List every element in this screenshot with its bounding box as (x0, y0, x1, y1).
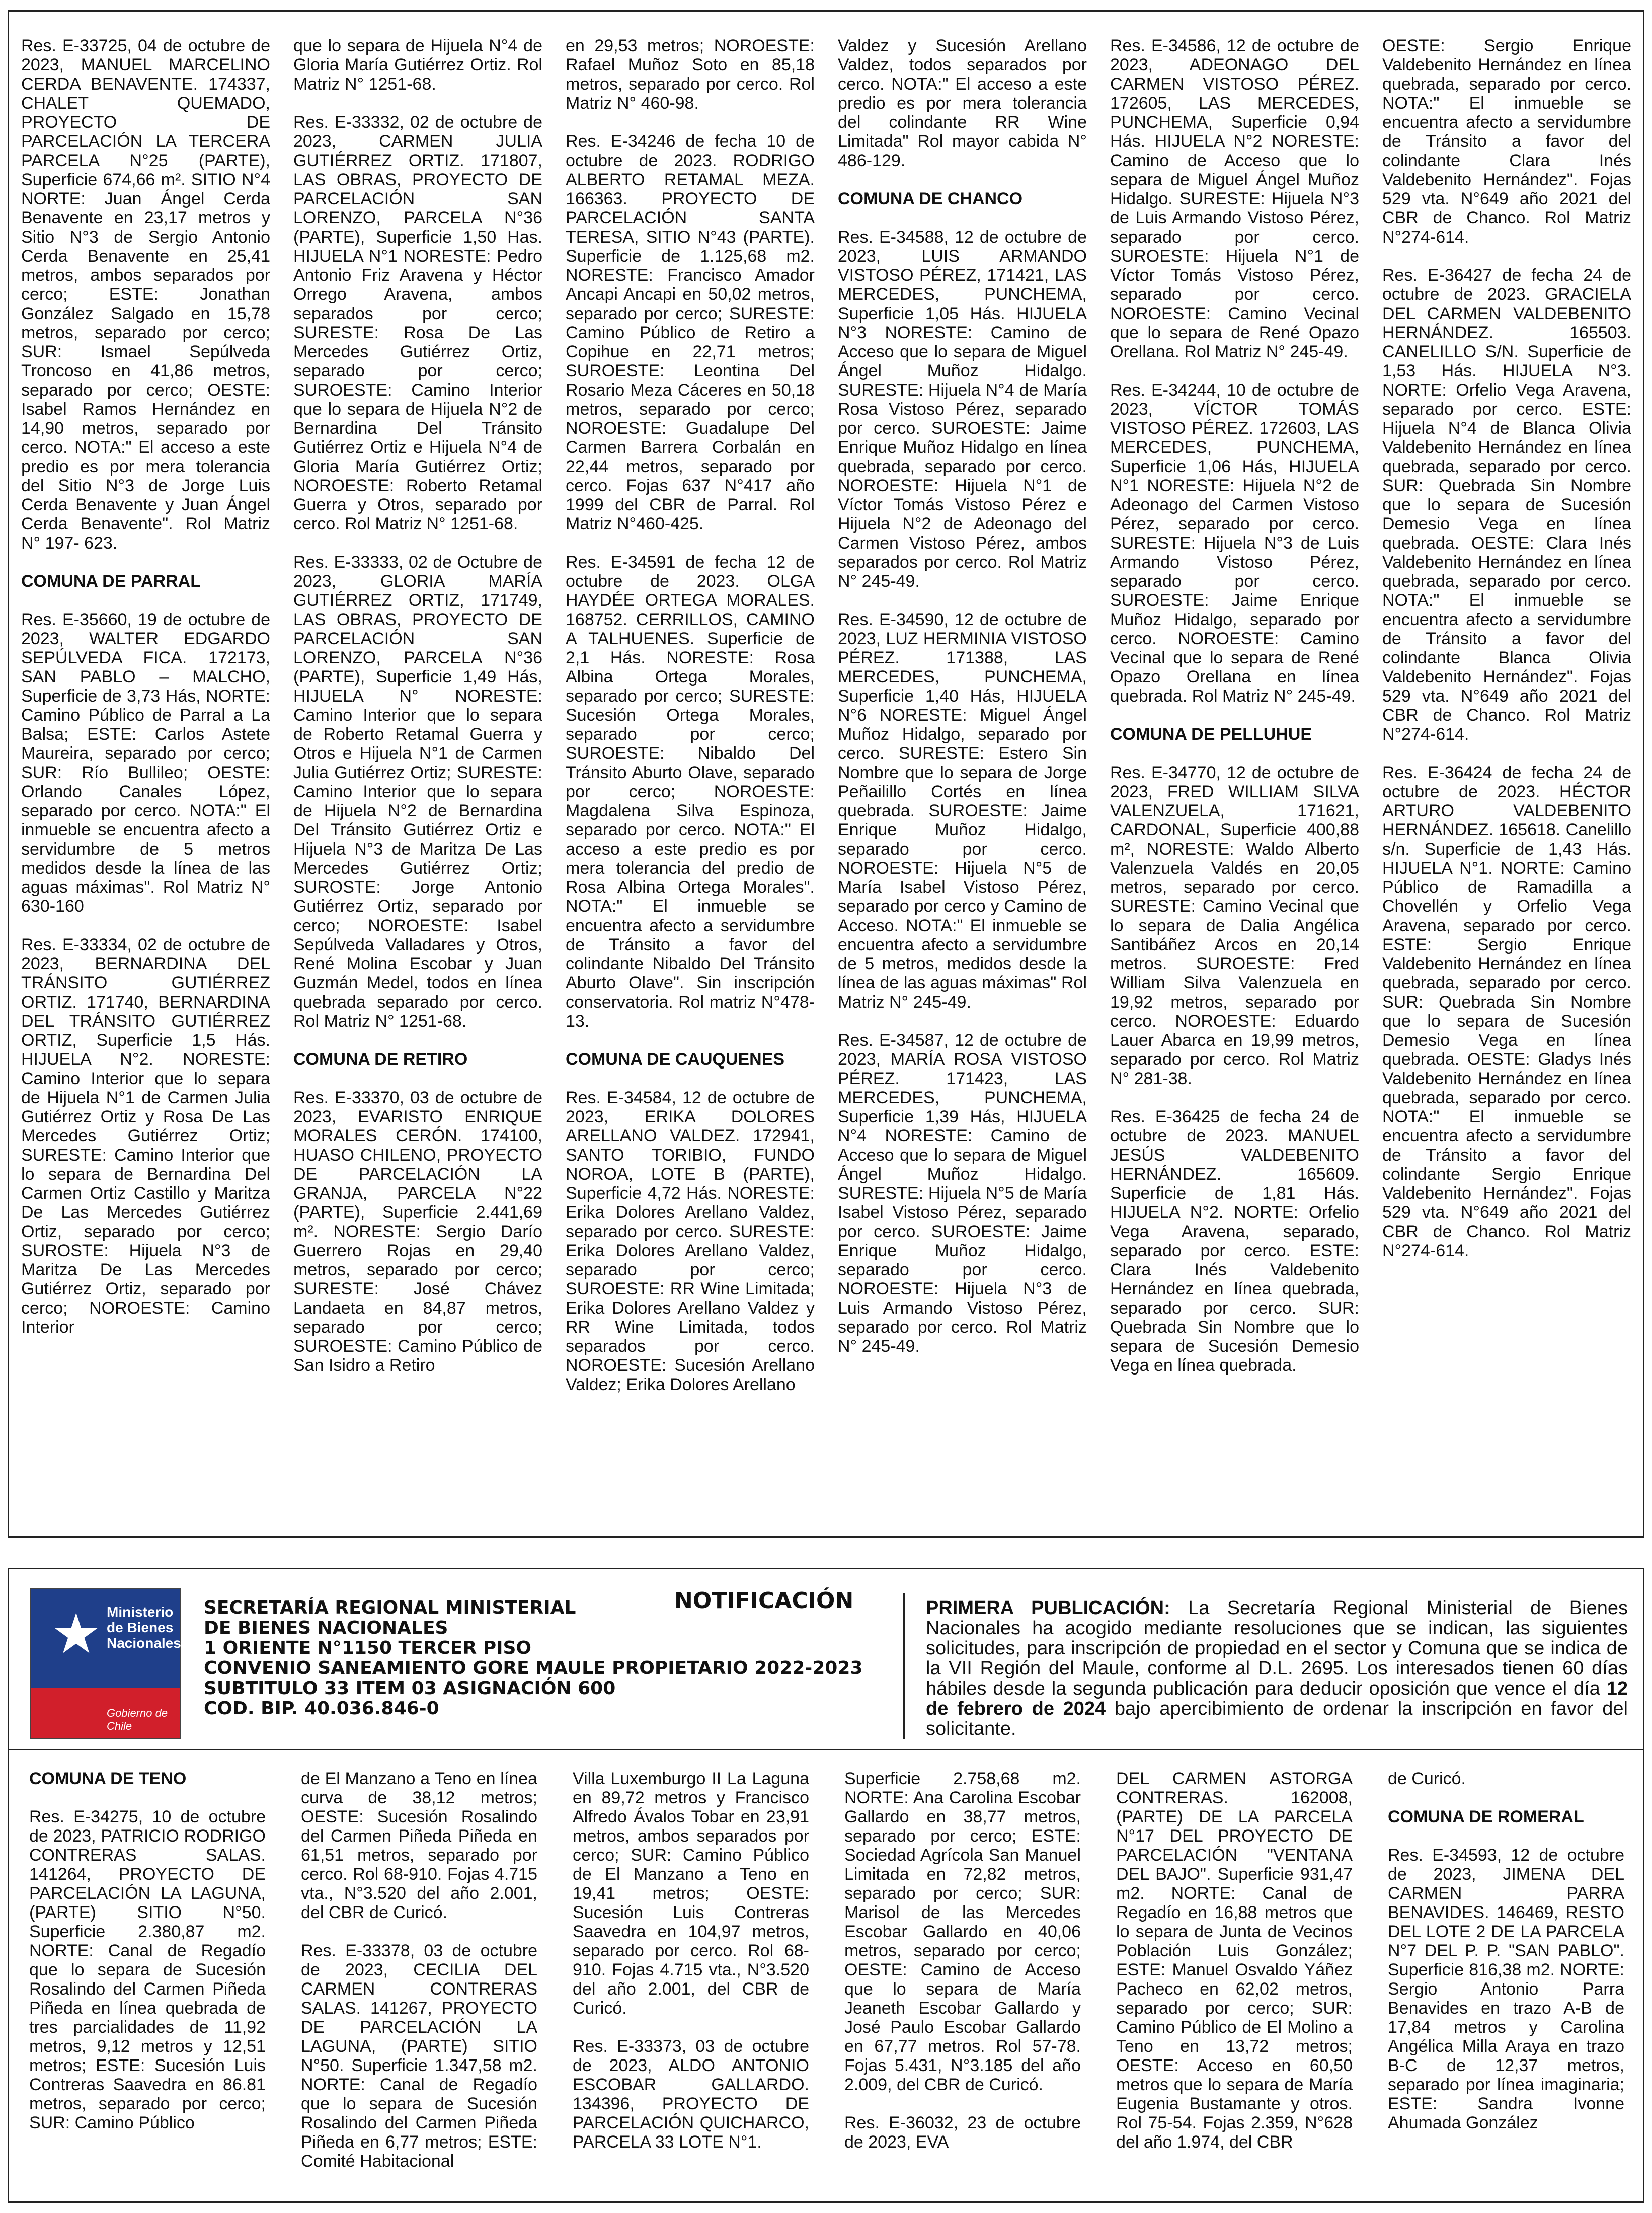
publication-deadline: 12 de febrero de 2024 (926, 1678, 1628, 1719)
office-line: CONVENIO SANEAMIENTO GORE MAULE PROPIETARIO 2022-2023 (204, 1658, 863, 1678)
star-icon: ★ (51, 1603, 101, 1665)
lower-column (301, 1769, 537, 2194)
lower-column (573, 1769, 809, 2194)
resolution-entry: en 29,53 metros; NOROESTE: Rafael Muñoz Soto en 85,18 metros, separado por cerco. Rol Matriz N° 460-98. (566, 36, 815, 113)
resolution-entry: Valdez y Sucesión Arellano Valdez, todos separados por cerco. NOTA:" El acceso a este predio es por mera tolerancia del colindante RR Wine Limitada" Rol mayor cabida N° 486-129. (838, 36, 1087, 170)
resolution-entry: Res. E-33334, 02 de octubre de 2023, BERNARDINA DEL TRÁNSITO GUTIÉRREZ ORTIZ. 171740, BERNARDINA DEL TRÁNSITO GUTIÉRREZ ORTIZ, Superficie 1,5 Hás. HIJUELA N°2. NORESTE: Camino Interior que lo separa de Hijuela N°1 de Carmen Julia Gutiérrez Ortiz y Rosa De Las Mercedes Gutiérrez Ortiz; SURESTE: Camino Interior que lo separa de Bernardina Del Carmen Ortiz Castillo y Maritza De Las Mercedes Gutiérrez Ortiz, separado por cerco; SUROSTE: Hijuela N°3 de Maritza De Las Mercedes Gutiérrez Ortiz, separado por cerco; NOROESTE: Camino Interior (21, 935, 270, 1337)
ministry-logo (30, 1588, 181, 1739)
notice-title: NOTIFICACIÓN (674, 1588, 854, 1614)
resolution-entry: Res. E-36425 de fecha 24 de octubre de 2023. MANUEL JESÚS VALDEBENITO HERNÁNDEZ. 165609. Superficie de 1,81 Hás. HIJUELA N°2. NORTE: Orfelio Vega Aravena, separado, separado por cerco. ESTE: Clara Inés Valdebenito Hernández en línea quebrada, separado por cerco. SUR: Quebrada Sin Nombre que lo separa de Sucesión Demesio Vega en línea quebrada. (1110, 1107, 1359, 1375)
upper-column (1110, 36, 1359, 1526)
resolution-entry: Res. E-36032, 23 de octubre de 2023, EVA (844, 2113, 1081, 2152)
resolution-entry: OESTE: Sergio Enrique Valdebenito Hernández en línea quebrada, separado por cerco. NOTA:" El inmueble se encuentra afecto a servidumbre de Tránsito a favor del colindante Clara Inés Valdebenito Hernández". Fojas 529 vta. N°649 año 2021 del CBR de Chanco. Rol Matriz N°274-614. (1382, 36, 1631, 247)
header-rule (8, 1749, 1644, 1750)
upper-column (21, 36, 270, 1526)
publication-body-1: La Secretaría Regional Ministerial de Bienes Nacionales ha acogido mediante resoluciones que se indican, las siguientes solicitudes, para inscripción de propiedad en el sector y Comuna que se indica de la VII Región del Maule, conforme al D.L. 2695. Los interesados tienen 60 días hábiles desde la segunda publicación para deducir oposición que vence el día (926, 1597, 1628, 1699)
commune-heading: COMUNA DE PELLUHUE (1110, 725, 1312, 744)
upper-column (566, 36, 815, 1526)
logo-government-text: Gobierno de Chile (107, 1707, 168, 1732)
commune-heading: COMUNA DE ROMERAL (1388, 1807, 1584, 1826)
resolution-entry: de Curicó. (1388, 1769, 1466, 1788)
commune-heading: COMUNA DE CAUQUENES (566, 1050, 785, 1069)
upper-column (293, 36, 542, 1526)
upper-column (1382, 36, 1631, 1526)
lower-column (1116, 1769, 1353, 2194)
resolution-entry: Res. E-34587, 12 de octubre de 2023, MARÍA ROSA VISTOSO PÉREZ. 171423, LAS MERCEDES, PUNCHEMA, Superficie 1,39 Hás, HIJUELA N°4 NORESTE: Camino de Acceso que lo separa de Miguel Ángel Muñoz Hidalgo. SURESTE: Hijuela N°5 de María Isabel Vistoso Pérez, separado por cerco. SUROESTE: Jaime Enrique Muñoz Hidalgo, separado por cerco. NOROESTE: Hijuela N°3 de Luis Armando Vistoso Pérez, separado por cerco. Rol Matriz N° 245-49. (838, 1031, 1087, 1356)
publication-body-2: bajo apercibimiento de ordenar la inscripción en favor del solicitante. (926, 1698, 1628, 1739)
resolution-entry: que lo separa de Hijuela N°4 de Gloria María Gutiérrez Ortiz. Rol Matriz N° 1251-68. (293, 36, 542, 94)
office-line: 1 ORIENTE N°1150 TERCER PISO (204, 1638, 532, 1658)
commune-heading: COMUNA DE CHANCO (838, 189, 1023, 208)
resolution-entry: Superficie 2.758,68 m2. NORTE: Ana Carolina Escobar Gallardo en 38,77 metros, separado por cerco; ESTE: Sociedad Agrícola San Manuel Limitada en 72,82 metros, separado por cerco; SUR: Marisol de las Mercedes Escobar Gallardo en 40,06 metros, separado por cerco; OESTE: Camino de Acceso que lo separa de María Jeaneth Escobar Gallardo y José Paulo Escobar Gallardo en 67,77 metros. Rol 57-78. Fojas 5.431, N°3.185 del año 2.009, del CBR de Curicó. (844, 1769, 1081, 2094)
office-line: SUBTITULO 33 ITEM 03 ASIGNACIÓN 600 (204, 1678, 616, 1699)
resolution-entry: DEL CARMEN ASTORGA CONTRERAS. 162008, (PARTE) DE LA PARCELA N°17 DEL PROYECTO DE PARCELACIÓN "VENTANA DEL BAJO". Superficie 931,47 m2. NORTE: Canal de Regadío en 16,88 metros que lo separa de Junta de Vecinos Población Luis González; ESTE: Manuel Osvaldo Yáñez Pacheco en 62,02 metros, separado por cerco; SUR: Camino Público de El Molino a Teno en 13,72 metros; OESTE: Acceso en 60,50 metros que lo separa de María Eugenia Bustamante y otros. Rol 75-54. Fojas 2.359, N°628 del año 1.974, del CBR (1116, 1769, 1353, 2152)
lower-column (844, 1769, 1081, 2194)
lower-column (29, 1769, 266, 2194)
resolution-entry: de El Manzano a Teno en línea curva de 38,12 metros; OESTE: Sucesión Rosalindo del Carmen Piñeda Piñeda en 61,51 metros, separado por cerco. Rol 68-910. Fojas 4.715 vta., N°3.520 del año 2.001, del CBR de Curicó. (301, 1769, 537, 1922)
commune-heading: COMUNA DE RETIRO (293, 1050, 468, 1069)
office-line: SECRETARÍA REGIONAL MINISTERIAL (204, 1597, 576, 1618)
resolution-entry: Res. E-34590, 12 de octubre de 2023, LUZ HERMINIA VISTOSO PÉREZ. 171388, LAS MERCEDES, PUNCHEMA, Superficie 1,40 Hás, HIJUELA N°6 NORESTE: Miguel Ángel Muñoz Hidalgo, separado por cerco. SURESTE: Estero Sin Nombre que lo separa de Jorge Peñailillo Cortés en línea quebrada. SUROESTE: Jaime Enrique Muñoz Hidalgo, separado por cerco. NOROESTE: Hijuela N°5 de María Isabel Vistoso Pérez, separado por cerco y Camino de Acceso. NOTA:" El inmueble se encuentra afecto a servidumbre de 5 metros, medidos desde la línea de las aguas máximas" Rol Matriz N° 245-49. (838, 610, 1087, 1012)
resolution-entry: Res. E-33373, 03 de octubre de 2023, ALDO ANTONIO ESCOBAR GALLARDO. 134396, PROYECTO DE PARCELACIÓN QUICHARCO, PARCELA 33 LOTE N°1. (573, 2037, 809, 2152)
resolution-entry: Res. E-35660, 19 de octubre de 2023, WALTER EDGARDO SEPÚLVEDA FICA. 172173, SAN PABLO – MALCHO, Superficie de 3,73 Hás, NORTE: Camino Público de Parral a La Balsa; ESTE: Carlos Astete Maureira, separado por cerco; SUR: Río Bullileo; OESTE: Orlando Canales López, separado por cerco. NOTA:" El inmueble se encuentra afecto a servidumbre de 5 metros medidos desde la línea de las aguas máximas". Rol Matriz N° 630-160 (21, 610, 270, 916)
resolution-entry: Res. E-36424 de fecha 24 de octubre de 2023. HÉCTOR ARTURO VALDEBENITO HERNÁNDEZ. 165618. Canelillo s/n. Superficie de 1,43 Hás. HIJUELA N°1. NORTE: Camino Público de Ramadilla a Chovellén y Orfelio Vega Aravena, separado por cerco. ESTE: Sergio Enrique Valdebenito Hernández en línea quebrada, separado por cerco. SUR: Quebrada Sin Nombre que lo separa de Sucesión Demesio Vega en línea quebrada. OESTE: Gladys Inés Valdebenito Hernández en línea quebrada, separado por cerco. NOTA:" El inmueble se encuentra afecto a servidumbre de Tránsito a favor del colindante Sergio Enrique Valdebenito Hernández". Fojas 529 vta. N°649 año 2021 del CBR de Chanco. Rol Matriz N°274-614. (1382, 763, 1631, 1260)
office-line: COD. BIP. 40.036.846-0 (204, 1698, 439, 1719)
logo-ministry-text: Ministerio de Bienes Nacionales (107, 1604, 181, 1651)
resolution-entry: Res. E-34584, 12 de octubre de 2023, ERIKA DOLORES ARELLANO VALDEZ. 172941, SANTO TORIBIO, FUNDO NOROA, LOTE B (PARTE), Superficie 4,72 Hás. NORESTE: Erika Dolores Arellano Valdez, separado por cerco. SURESTE: Erika Dolores Arellano Valdez, separado por cerco; SUROESTE: RR Wine Limitada; Erika Dolores Arellano Valdez y RR Wine Limitada, todos separados por cerco. NOROESTE: Sucesión Arellano Valdez; Erika Dolores Arellano (566, 1088, 815, 1394)
resolution-entry: Res. E-33725, 04 de octubre de 2023, MANUEL MARCELINO CERDA BENAVENTE. 174337, CHALET QUEMADO, PROYECTO DE PARCELACIÓN LA TERCERA PARCELA N°25 (PARTE), Superficie 674,66 m². SITIO N°4 NORTE: Juan Ángel Cerda Benavente en 23,17 metros y Sitio N°3 de Sergio Antonio Cerda Benavente en 25,41 metros, ambos separados por cerco; ESTE: Jonathan González Salgado en 15,78 metros, separado por cerco; SUR: Ismael Sepúlveda Troncoso en 41,86 metros, separado por cerco; OESTE: Isabel Ramos Hernández en 14,90 metros, separado por cerco. NOTA:" El acceso a este predio es por mera tolerancia del Sitio N°3 de Jorge Luis Cerda Benavente y Juan Ángel Cerda Benavente". Rol Matriz N° 197- 623. (21, 36, 270, 553)
resolution-entry: Res. E-33333, 02 de Octubre de 2023, GLORIA MARÍA GUTIÉRREZ ORTIZ, 171749, LAS OBRAS, PROYECTO DE PARCELACIÓN SAN LORENZO, PARCELA N°36 (PARTE), Superficie 1,49 Hás, HIJUELA N° NORESTE: Camino Interior que lo separa de Roberto Retamal Guerra y Otros e Hijuela N°1 de Carmen Julia Gutiérrez Ortiz; SURESTE: Camino Interior que lo separa de Hijuela N°2 de Bernardina Del Tránsito Gutiérrez Ortiz e Hijuela N°3 de Maritza De Las Mercedes Gutiérrez Ortiz; SUROSTE: Jorge Antonio Gutiérrez Ortiz, separado por cerco; NOROESTE: Isabel Sepúlveda Valladares y Otros, René Molina Escobar y Juan Guzmán Medel, todos en línea quebrada separado por cerco. Rol Matriz N° 1251-68. (293, 553, 542, 1031)
office-line: DE BIENES NACIONALES (204, 1618, 448, 1638)
resolution-entry: Res. E-34593, 12 de octubre de 2023, JIMENA DEL CARMEN PARRA BENAVIDES. 146469, RESTO DEL LOTE 2 DE LA PARCELA N°7 DEL P. P. "SAN PABLO". Superficie 816,38 m2. NORTE: Sergio Antonio Parra Benavides en trazo A-B de 17,84 metros y Carolina Angélica Milla Araya en trazo B-C de 12,37 metros, separado por línea imaginaria; ESTE: Sandra Ivonne Ahumada González (1388, 1846, 1624, 2132)
publication-text (926, 1598, 1628, 1739)
header-divider (903, 1593, 905, 1739)
resolution-entry: Res. E-34246 de fecha 10 de octubre de 2023. RODRIGO ALBERTO RETAMAL MEZA. 166363. PROYECTO DE PARCELACIÓN SANTA TERESA, SITIO N°43 (PARTE). Superficie de 1.125,68 m2. NORESTE: Francisco Amador Ancapi Ancapi en 50,02 metros, separado por cerco; SURESTE: Camino Público de Retiro a Copihue en 22,71 metros; SUROESTE: Leontina Del Rosario Meza Cáceres en 50,18 metros, separado por cerco; NOROESTE: Guadalupe Del Carmen Barrera Corbalán en 22,44 metros, separado por cerco. Fojas 637 N°417 año 1999 del CBR de Parral. Rol Matriz N°460-425. (566, 132, 815, 533)
resolution-entry: Res. E-33370, 03 de octubre de 2023, EVARISTO ENRIQUE MORALES CERÓN. 174100, HUASO CHILENO, PROYECTO DE PARCELACIÓN LA GRANJA, PARCELA N°22 (PARTE), Superficie 2.441,69 m². NORESTE: Sergio Darío Guerrero Rojas en 29,40 metros, separado por cerco; SURESTE: José Chávez Landaeta en 84,87 metros, separado por cerco; SUROESTE: Camino Público de San Isidro a Retiro (293, 1088, 542, 1375)
resolution-entry: Res. E-34588, 12 de octubre de 2023, LUIS ARMANDO VISTOSO PÉREZ, 171421, LAS MERCEDES, PUNCHEMA, Superficie 1,05 Hás. HIJUELA N°3 NORESTE: Camino de Acceso que lo separa de Miguel Ángel Muñoz Hidalgo. SURESTE: Hijuela N°4 de María Rosa Vistoso Pérez, separado por cerco. SUROESTE: Jaime Enrique Muñoz Hidalgo en línea quebrada, separado por cerco. NOROESTE: Hijuela N°1 de Víctor Tomás Vistoso Pérez e Hijuela N°2 de Adeonago del Carmen Vistoso Pérez, ambos separados por cerco. Rol Matriz N° 245-49. (838, 227, 1087, 591)
resolution-entry: Res. E-36427 de fecha 24 de octubre de 2023. GRACIELA DEL CARMEN VALDEBENITO HERNÁNDEZ. 165503. CANELILLO S/N. Superficie de 1,53 Hás. HIJUELA N°3. NORTE: Orfelio Vega Aravena, separado por cerco. ESTE: Hijuela N°4 de Blanca Olivia Valdebenito Hernández en línea quebrada, separado por cerco. SUR: Quebrada Sin Nombre que lo separa de Sucesión Demesio Vega en línea quebrada. OESTE: Clara Inés Valdebenito Hernández en línea quebrada, separado por cerco. NOTA:" El inmueble se encuentra afecto a servidumbre de Tránsito a favor del colindante Blanca Olivia Valdebenito Hernández". Fojas 529 vta. N°649 año 2021 del CBR de Chanco. Rol Matriz N°274-614. (1382, 266, 1631, 744)
commune-heading: COMUNA DE PARRAL (21, 572, 201, 591)
lower-column (1388, 1769, 1624, 2194)
resolution-entry: Res. E-34244, 10 de octubre de 2023, VÍCTOR TOMÁS VISTOSO PÉREZ. 172603, LAS MERCEDES, PUNCHEMA, Superficie 1,06 Hás, HIJUELA N°1 NORESTE: Hijuela N°2 de Adeonago del Carmen Vistoso Pérez, separado por cerco. SURESTE: Hijuela N°3 de Luis Armando Vistoso Pérez, separado por cerco. SUROESTE: Jaime Enrique Muñoz Hidalgo, separado por cerco. NOROESTE: Camino Vecinal que lo separa de René Opazo Orellana en línea quebrada. Rol Matriz N° 245-49. (1110, 380, 1359, 706)
resolution-entry: Res. E-34275, 10 de octubre de 2023, PATRICIO RODRIGO CONTRERAS SALAS. 141264, PROYECTO DE PARCELACIÓN LA LAGUNA, (PARTE) SITIO N°50. Superficie 2.380,87 m2. NORTE: Canal de Regadío que lo separa de Sucesión Rosalindo del Carmen Piñeda Piñeda en línea quebrada de tres parcialidades de 11,92 metros, 9,12 metros y 12,51 metros; ESTE: Sucesión Luis Contreras Saavedra en 86.81 metros, separado por cerco; SUR: Camino Público (29, 1807, 266, 2132)
resolution-entry: Res. E-34591 de fecha 12 de octubre de 2023. OLGA HAYDÉE ORTEGA MORALES. 168752. CERRILLOS, CAMINO A TALHUENES. Superficie de 2,1 Hás. NORESTE: Rosa Albina Ortega Morales, separado por cerco; SURESTE: Sucesión Ortega Morales, separado por cerco; SUROESTE: Nibaldo Del Tránsito Aburto Olave, separado por cerco; NOROESTE: Magdalena Silva Espinoza, separado por cerco. NOTA:" El acceso a este predio es por mera tolerancia del predio de Rosa Albina Ortega Morales". NOTA:" El inmueble se encuentra afecto a servidumbre de Tránsito a favor del colindante Nibaldo Del Tránsito Aburto Olave". Sin inscripción conservatoria. Rol matriz N°478-13. (566, 553, 815, 1031)
resolution-entry: Res. E-33378, 03 de octubre de 2023, CECILIA DEL CARMEN CONTRERAS SALAS. 141267, PROYECTO DE PARCELACIÓN LA LAGUNA, (PARTE) SITIO N°50. Superficie 1.347,58 m2. NORTE: Canal de Regadío que lo separa de Sucesión Rosalindo del Carmen Piñeda Piñeda en 6,77 metros; ESTE: Comité Habitacional (301, 1941, 537, 2171)
lower-notices (29, 1769, 1624, 2194)
commune-heading: COMUNA DE TENO (29, 1769, 187, 1788)
upper-column (838, 36, 1087, 1526)
upper-notices (21, 36, 1631, 1526)
notice-header (30, 1588, 1630, 1749)
resolution-entry: Res. E-33332, 02 de octubre de 2023, CARMEN JULIA GUTIÉRREZ ORTIZ. 171807, LAS OBRAS, PROYECTO DE PARCELACIÓN SAN LORENZO, PARCELA N°36 (PARTE), Superficie 1,50 Has. HIJUELA N°1 NORESTE: Pedro Antonio Friz Aravena y Héctor Orrego Aravena, ambos separados por cerco; SURESTE: Rosa De Las Mercedes Gutiérrez Ortiz, separado por cerco; SUROESTE: Camino Interior que lo separa de Hijuela N°2 de Bernardina Del Tránsito Gutiérrez Ortiz e Hijuela N°4 de Gloria María Gutiérrez Ortiz; NOROESTE: Roberto Retamal Guerra y Otros, separado por cerco. Rol Matriz N° 1251-68. (293, 113, 542, 533)
resolution-entry: Res. E-34770, 12 de octubre de 2023, FRED WILLIAM SILVA VALENZUELA, 171621, CARDONAL, Superficie 400,88 m², NORESTE: Waldo Alberto Valenzuela Valdés en 20,05 metros, separado por cerco. SURESTE: Camino Vecinal que lo separa de Dalia Angélica Santibáñez Arcos en 20,14 metros. SUROESTE: Fred William Silva Valenzuela en 19,92 metros, separado por cerco. NOROESTE: Eduardo Lauer Abarca en 19,99 metros, separado por cerco. Rol Matriz N° 281-38. (1110, 763, 1359, 1088)
office-address (204, 1598, 949, 1719)
resolution-entry: Res. E-34586, 12 de octubre de 2023, ADEONAGO DEL CARMEN VISTOSO PÉREZ. 172605, LAS MERCEDES, PUNCHEMA, Superficie 0,94 Hás. HIJUELA N°2 NORESTE: Camino de Acceso que lo separa de Miguel Ángel Muñoz Hidalgo. SURESTE: Hijuela N°3 de Luis Armando Vistoso Pérez, separado por cerco. SUROESTE: Hijuela N°1 de Víctor Tomás Vistoso Pérez, separado por cerco. NOROESTE: Camino Vecinal que lo separa de René Opazo Orellana. Rol Matriz N° 245-49. (1110, 36, 1359, 361)
publication-lead: PRIMERA PUBLICACIÓN: (926, 1597, 1170, 1619)
resolution-entry: Villa Luxemburgo II La Laguna en 89,72 metros y Francisco Alfredo Ávalos Tobar en 23,91 metros, ambos separados por cerco; SUR: Camino Público de El Manzano a Teno en 19,41 metros; OESTE: Sucesión Luis Contreras Saavedra en 104,97 metros, separado por cerco. Rol 68-910. Fojas 4.715 vta., N°3.520 del año 2.001, del CBR de Curicó. (573, 1769, 809, 2018)
